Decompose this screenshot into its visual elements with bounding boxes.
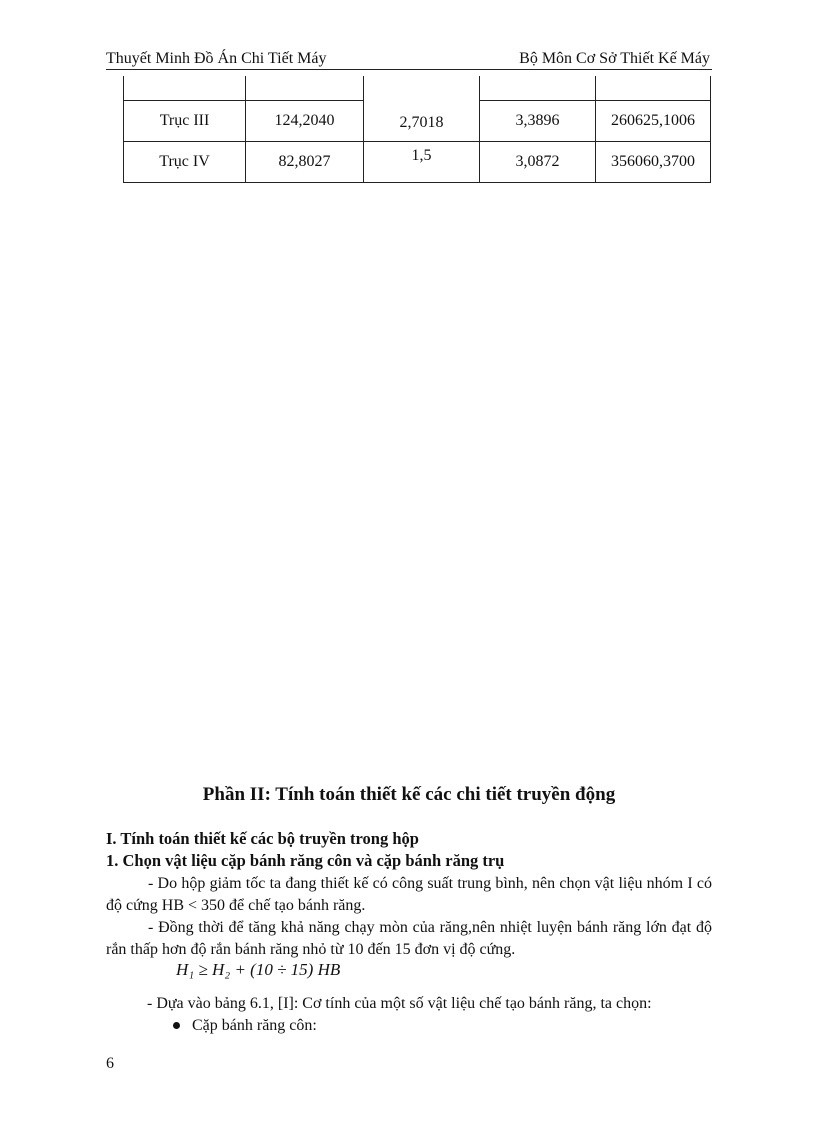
table-cell xyxy=(480,76,596,101)
power-cell: 3,3896 xyxy=(480,101,596,142)
ratio-lower-value: 1,5 xyxy=(411,147,432,164)
heading-1: I. Tính toán thiết kế các bộ truyền trong hộp xyxy=(106,829,419,848)
page-number: 6 xyxy=(106,1055,114,1072)
paragraph-3: - Dựa vào bảng 6.1, [I]: Cơ tính của một số vật liệu chế tạo bánh răng, ta chọn: xyxy=(147,995,652,1012)
shaft-name-cell: Trục III xyxy=(124,101,246,142)
table-cell xyxy=(124,76,246,101)
hardness-formula: H₁ ≥ H₂ + (10 ÷ 15) HB xyxy=(176,960,341,979)
ratio-cell-lower xyxy=(364,142,480,183)
section-title: Phần II: Tính toán thiết kế các chi tiết truyền động xyxy=(202,784,616,805)
header-right-title: Bộ Môn Cơ Sở Thiết Kế Máy xyxy=(519,50,710,67)
torque-cell: 260625,1006 xyxy=(596,101,711,142)
torque-cell: 356060,3700 xyxy=(596,142,711,183)
shaft-name-cell: Trục IV xyxy=(124,142,246,183)
ratio-upper-value: 2,7018 xyxy=(399,113,444,131)
page-header xyxy=(106,47,712,70)
heading-2: 1. Chọn vật liệu cặp bánh răng côn và cặp bánh răng trụ xyxy=(106,851,505,870)
table-cell xyxy=(246,76,364,101)
speed-cell: 82,8027 xyxy=(246,142,364,183)
paragraph-2: - Đồng thời để tăng khả năng chạy mòn của răng,nên nhiệt luyện bánh răng lớn đạt độ rắn thấp hơn độ rắn bánh răng nhỏ từ 10 đến 15 đơn vị độ cứng. xyxy=(106,919,712,958)
table-row xyxy=(124,142,711,183)
ratio-cell-upper xyxy=(364,76,480,142)
speed-cell: 124,2040 xyxy=(246,101,364,142)
table-row xyxy=(124,76,711,101)
power-cell: 3,0872 xyxy=(480,142,596,183)
shaft-parameters-table xyxy=(123,76,711,183)
bullet-text: Cặp bánh răng côn: xyxy=(192,1017,317,1034)
table-cell xyxy=(596,76,711,101)
bullet-dot-icon xyxy=(173,1022,180,1029)
bullet-item xyxy=(173,1017,317,1035)
paragraph-1: - Do hộp giảm tốc ta đang thiết kế có công suất trung bình, nên chọn vật liệu nhóm I có độ cứng HB < 350 để chế tạo bánh răng. xyxy=(106,875,712,914)
header-left-title: Thuyết Minh Đồ Án Chi Tiết Máy xyxy=(106,50,327,67)
